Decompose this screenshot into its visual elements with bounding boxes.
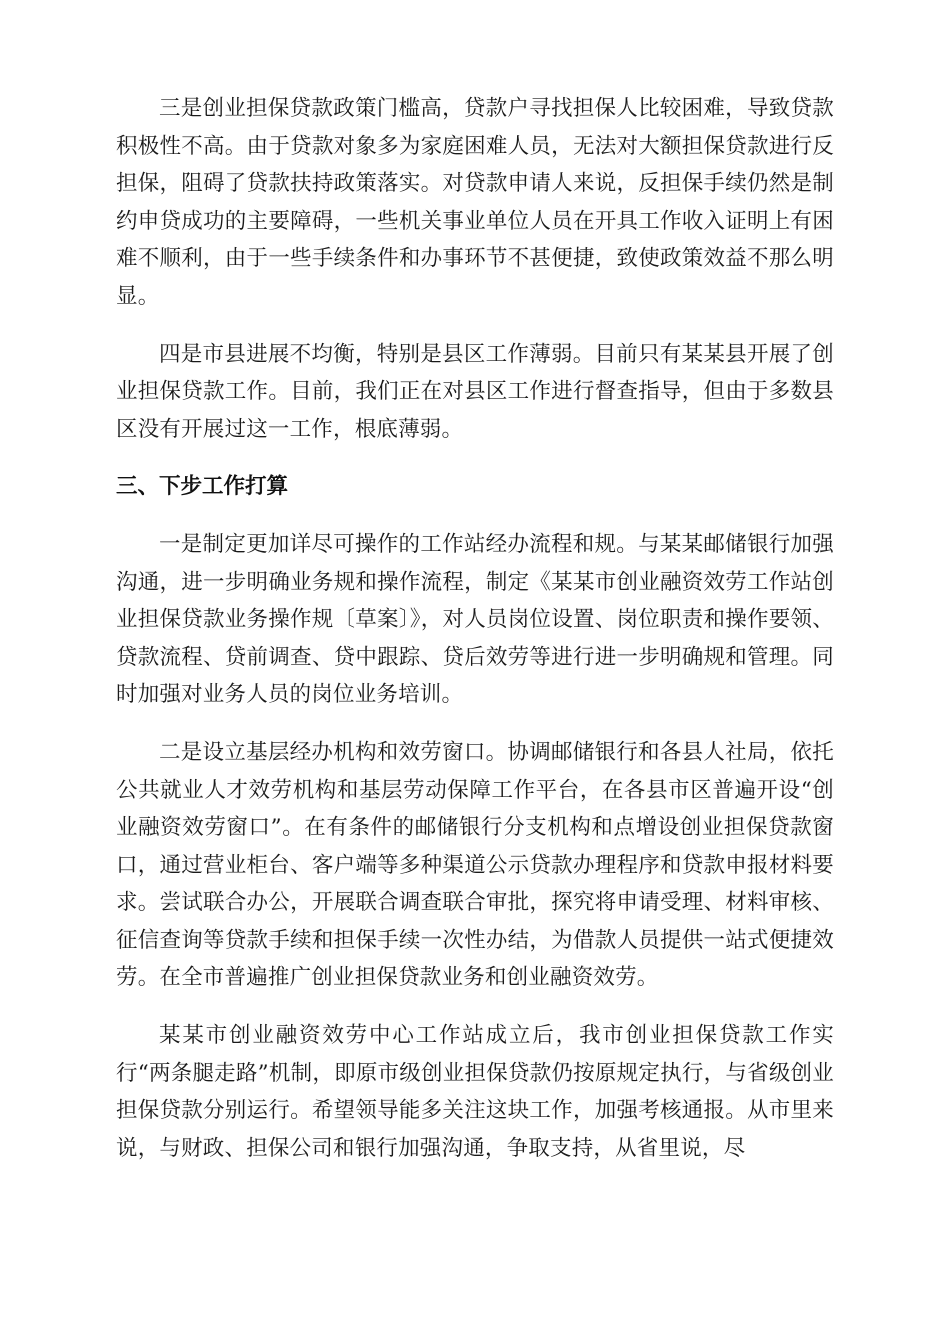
paragraph-county-progress: 四是市县进展不均衡，特别是县区工作薄弱。目前只有某某县开展了创业担保贷款工作。目前，我们正在对县区工作进行督查指导，但由于多数县区没有开展过这一工作，根底薄弱。: [116, 341, 834, 442]
section-heading-next-steps: 三、下步工作打算: [116, 474, 289, 500]
paragraph-service-windows: 二是设立基层经办机构和效劳窗口。协调邮储银行和各县人社局，依托公共就业人才效劳机构和基层劳动保障工作平台，在各县市区普遍开设“创业融资效劳窗口”。在有条件的邮储银行分支机构和点增设创业担保贷款窗口，通过营业柜台、客户端等多种渠道公示贷款办理程序和贷款申报材料要求。尝试联合办公，开展联合调查联合审批，探究将申请受理、材料审核、征信查询等贷款手续和担保手续一次性办结，为借款人员提供一站式便捷效劳。在全市普遍推广创业担保贷款业务和创业融资效劳。: [116, 739, 834, 991]
document-page: [116, 90, 834, 1187]
paragraph-operating-procedures: 一是制定更加详尽可操作的工作站经办流程和规。与某某邮储银行加强沟通，进一步明确业务规和操作流程，制定《某某市创业融资效劳工作站创业担保贷款业务操作规〔草案〕》，对人员岗位设置、岗位职责和操作要领、贷款流程、贷前调查、贷中跟踪、贷后效劳等进行进一步明确规和管理。同时加强对业务人员的岗位业务培训。: [116, 531, 834, 708]
paragraph-two-track-mechanism: 某某市创业融资效劳中心工作站成立后，我市创业担保贷款工作实行“两条腿走路”机制，即原市级创业担保贷款仍按原规定执行，与省级创业担保贷款分别运行。希望领导能多关注这块工作，加强考核通报。从市里来说，与财政、担保公司和银行加强沟通，争取支持，从省里说，尽: [116, 1023, 834, 1161]
paragraph-loan-threshold: 三是创业担保贷款政策门槛高，贷款户寻找担保人比较困难，导致贷款积极性不高。由于贷款对象多为家庭困难人员，无法对大额担保贷款进行反担保，阻碍了贷款扶持政策落实。对贷款申请人来说，反担保手续仍然是制约申贷成功的主要障碍，一些机关事业单位人员在开具工作收入证明上有困难不顺利，由于一些手续条件和办事环节不甚便捷，致使政策效益不那么明显。: [116, 96, 834, 309]
